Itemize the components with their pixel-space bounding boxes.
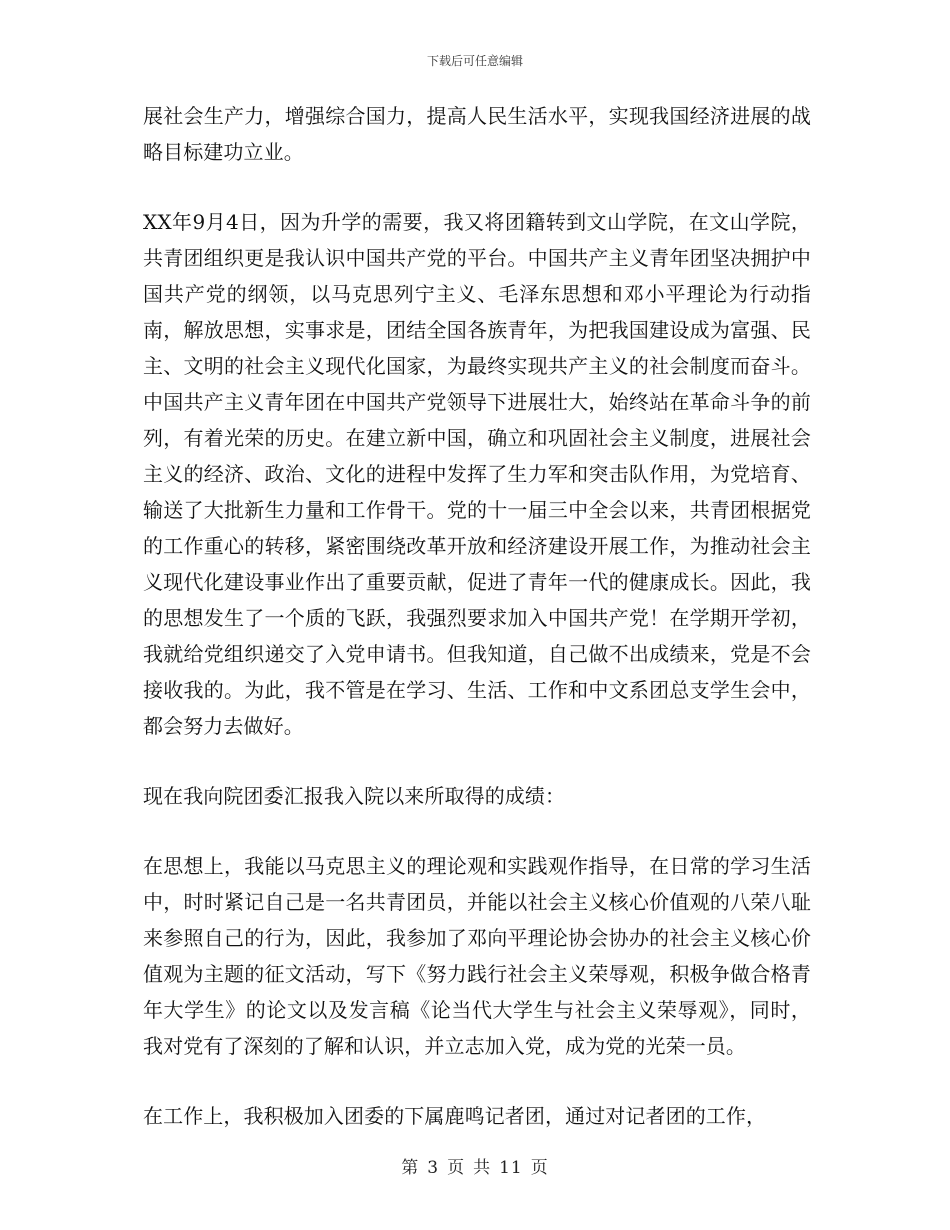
footer-total-pages: 11 [499, 1158, 523, 1178]
paragraph-gap [143, 170, 811, 204]
paragraph-continuation: 展社会生产力，增强综合国力，提高人民生活水平，实现我国经济进展的战略目标建功立业。 [143, 104, 811, 164]
page-header: 下载后可任意编辑 [426, 54, 523, 68]
footer-total-word: 共 [473, 1158, 492, 1178]
footer-prefix: 第 [401, 1158, 420, 1178]
footer-suffix: 页 [530, 1158, 549, 1178]
paragraph-report-intro: 现在我向院团委汇报我入院以来所取得的成绩： [143, 784, 566, 808]
page-footer [0, 1153, 950, 1178]
paragraph-gap [143, 744, 811, 778]
paragraph-thought: 在思想上，我能以马克思主义的理论观和实践观作指导，在日常的学习生活中，时时紧记自己是一名共青团员，并能以社会主义核心价值观的八荣八耻来参照自己的行为，因此，我参加了邓向平理论协会协办的社会主义核心价值观为主题的征文活动，写下《努力践行社会主义荣辱观，积极争做合格青年大学生》的论文以及发言稿《论当代大学生与社会主义荣辱观》，同时，我对党有了深刻的了解和认识，并立志加入党，成为党的光荣一员。 [143, 854, 811, 1058]
paragraph-league-transfer: XX年9月4日，因为升学的需要，我又将团籍转到文山学院，在文山学院，共青团组织更是我认识中国共产党的平台。中国共产主义青年团坚决拥护中国共产党的纲领，以马克思列宁主义、毛泽东思想和邓小平理论为行动指南，解放思想，实事求是，团结全国各族青年，为把我国建设成为富强、民主、文明的社会主义现代化国家，为最终实现共产主义的社会制度而奋斗。中国共产主义青年团在中国共产党领导下进展壮大，始终站在革命斗争的前列，有着光荣的历史。在建立新中国，确立和巩固社会主义制度，进展社会主义的经济、政治、文化的进程中发挥了生力军和突击队作用，为党培育、输送了大批新生力量和工作骨干。党的十一届三中全会以来，共青团根据党的工作重心的转移，紧密围绕改革开放和经济建设开展工作，为推动社会主义现代化建设事业作出了重要贡献，促进了青年一代的健康成长。因此，我的思想发生了一个质的飞跃，我强烈要求加入中国共产党！在学期开学初，我就给党组织递交了入党申请书。但我知道，自己做不出成绩来，党是不会接收我的。为此，我不管是在学习、生活、工作和中文系团总支学生会中，都会努力去做好。 [143, 210, 811, 738]
paragraph-gap [143, 814, 811, 848]
paragraph-gap [143, 1064, 811, 1098]
document-body [143, 98, 811, 1134]
paragraph-work: 在工作上，我积极加入团委的下属鹿鸣记者团，通过对记者团的工作， [143, 1104, 767, 1128]
footer-page-number: 3 [427, 1158, 440, 1178]
footer-page-word: 页 [447, 1158, 466, 1178]
